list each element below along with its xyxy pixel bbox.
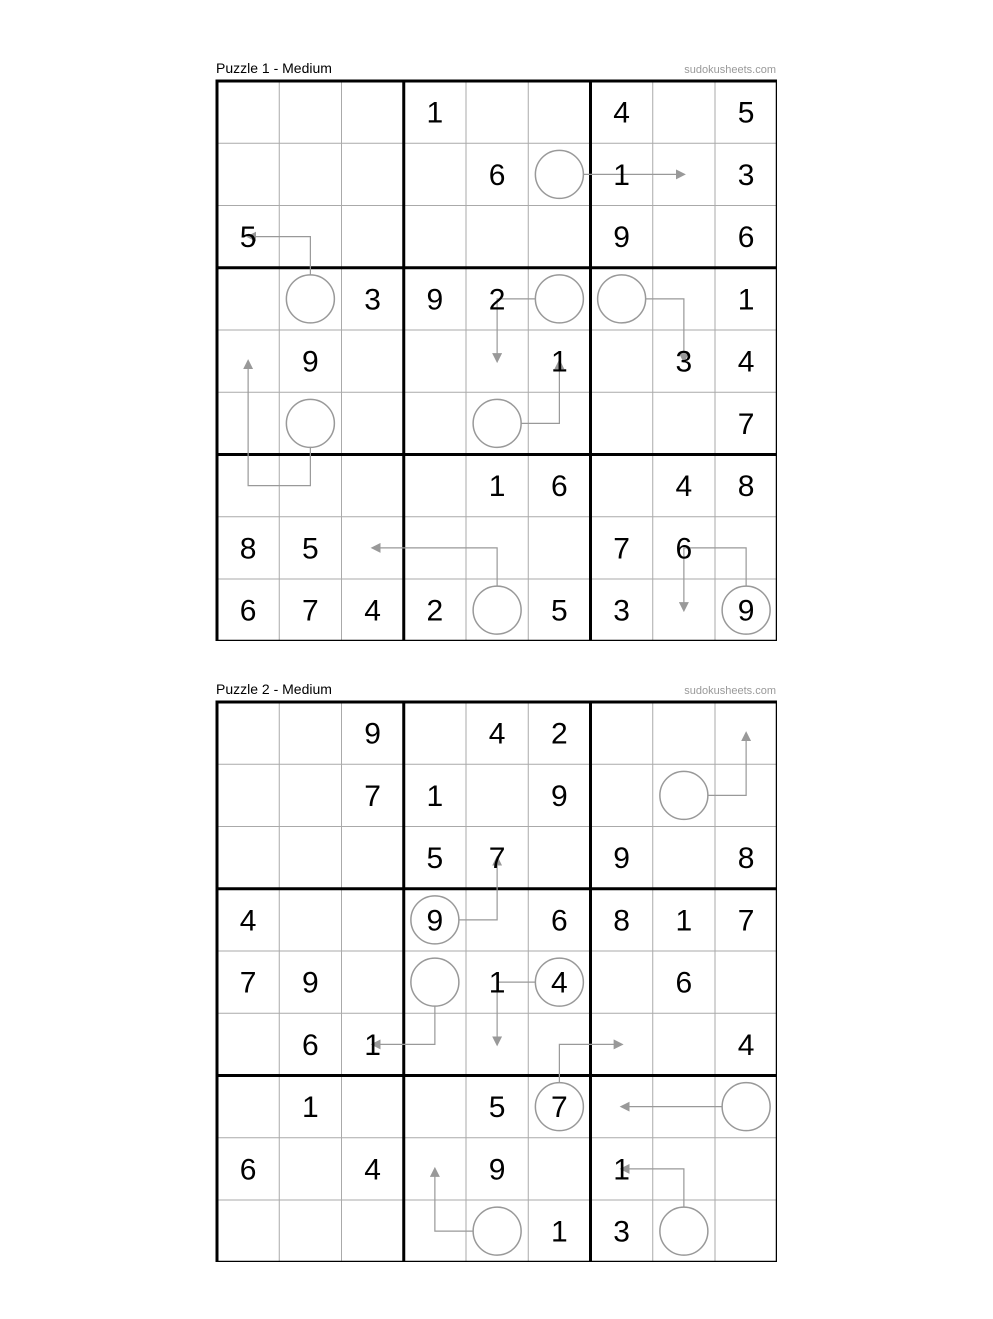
given-digit: 5 (551, 594, 568, 628)
given-digit: 3 (613, 1215, 630, 1249)
arrow-circle (411, 958, 459, 1006)
given-digit: 9 (488, 1153, 506, 1187)
given-digit: 1 (488, 470, 506, 504)
puzzle-1 (215, 58, 777, 641)
sudoku-grid (215, 79, 777, 641)
given-digit: 2 (426, 594, 444, 628)
given-digit: 3 (613, 594, 630, 628)
arrow-circle (473, 1207, 521, 1255)
given-digit: 8 (737, 842, 755, 876)
given-digit: 7 (551, 1091, 568, 1125)
given-digit: 5 (737, 96, 755, 130)
given-digit: 9 (613, 842, 630, 876)
site-name: sudokusheets.com (684, 685, 776, 697)
given-digit: 8 (239, 532, 257, 566)
given-digit: 7 (737, 407, 755, 441)
given-digit: 1 (675, 904, 693, 938)
given-digit: 6 (239, 1153, 257, 1187)
given-digit: 7 (737, 904, 755, 938)
given-digit: 6 (488, 158, 506, 192)
given-digit: 4 (364, 594, 381, 628)
arrow-circle (660, 771, 708, 819)
arrow-circle (535, 150, 583, 198)
given-digit: 7 (302, 594, 319, 628)
given-digit: 3 (364, 283, 381, 317)
given-digit: 4 (675, 470, 693, 504)
given-digit: 4 (551, 966, 568, 1000)
given-digit: 1 (302, 1091, 319, 1125)
puzzle-title: Puzzle 1 - Medium (216, 60, 332, 76)
puzzle-header (215, 58, 777, 79)
given-digit: 2 (551, 717, 568, 751)
arrow-circle (473, 399, 521, 447)
given-digit: 7 (239, 966, 257, 1000)
given-digit: 6 (302, 1028, 319, 1062)
given-digit: 9 (364, 717, 381, 751)
given-digit: 9 (302, 966, 319, 1000)
given-digit: 8 (613, 904, 630, 938)
given-digit: 6 (239, 594, 257, 628)
site-name: sudokusheets.com (684, 64, 776, 76)
puzzle-2 (215, 679, 777, 1262)
given-digit: 3 (675, 345, 693, 379)
given-digit: 6 (551, 904, 568, 938)
given-digit: 9 (426, 283, 444, 317)
given-digit: 9 (737, 594, 755, 628)
given-digit: 4 (364, 1153, 381, 1187)
arrow-circle (598, 275, 646, 323)
given-digit: 1 (613, 1153, 630, 1187)
arrow-circle (660, 1207, 708, 1255)
given-digit: 1 (551, 345, 568, 379)
given-digit: 9 (551, 779, 568, 813)
given-digit: 7 (364, 779, 381, 813)
given-digit: 1 (364, 1028, 381, 1062)
puzzle-title: Puzzle 2 - Medium (216, 681, 332, 697)
given-digit: 7 (613, 532, 630, 566)
given-digit: 6 (551, 470, 568, 504)
given-digit: 4 (613, 96, 630, 130)
given-digit: 1 (551, 1215, 568, 1249)
arrow-circle (722, 1083, 770, 1131)
puzzle-header (215, 679, 777, 700)
given-digit: 9 (613, 221, 630, 255)
given-digit: 1 (426, 96, 444, 130)
given-digit: 5 (488, 1091, 506, 1125)
given-digit: 7 (488, 842, 506, 876)
given-digit: 1 (737, 283, 755, 317)
arrow-circle (286, 275, 334, 323)
given-digit: 4 (737, 345, 755, 379)
arrow-circle (535, 275, 583, 323)
arrow-circle (286, 399, 334, 447)
arrow-circle (473, 586, 521, 634)
given-digit: 6 (675, 966, 693, 1000)
given-digit: 5 (302, 532, 319, 566)
arrow-line (373, 548, 498, 586)
given-digit: 4 (488, 717, 506, 751)
given-digit: 9 (302, 345, 319, 379)
given-digit: 4 (239, 904, 257, 938)
given-digit: 1 (613, 158, 630, 192)
given-digit: 3 (737, 158, 755, 192)
given-digit: 9 (426, 904, 444, 938)
given-digit: 1 (488, 966, 506, 1000)
given-digit: 6 (737, 221, 755, 255)
given-digit: 6 (675, 532, 693, 566)
given-digit: 5 (426, 842, 444, 876)
given-digit: 1 (426, 779, 444, 813)
given-digit: 8 (737, 470, 755, 504)
given-digit: 2 (488, 283, 506, 317)
given-digit: 5 (239, 221, 257, 255)
given-digit: 4 (737, 1028, 755, 1062)
sudoku-grid (215, 700, 777, 1262)
